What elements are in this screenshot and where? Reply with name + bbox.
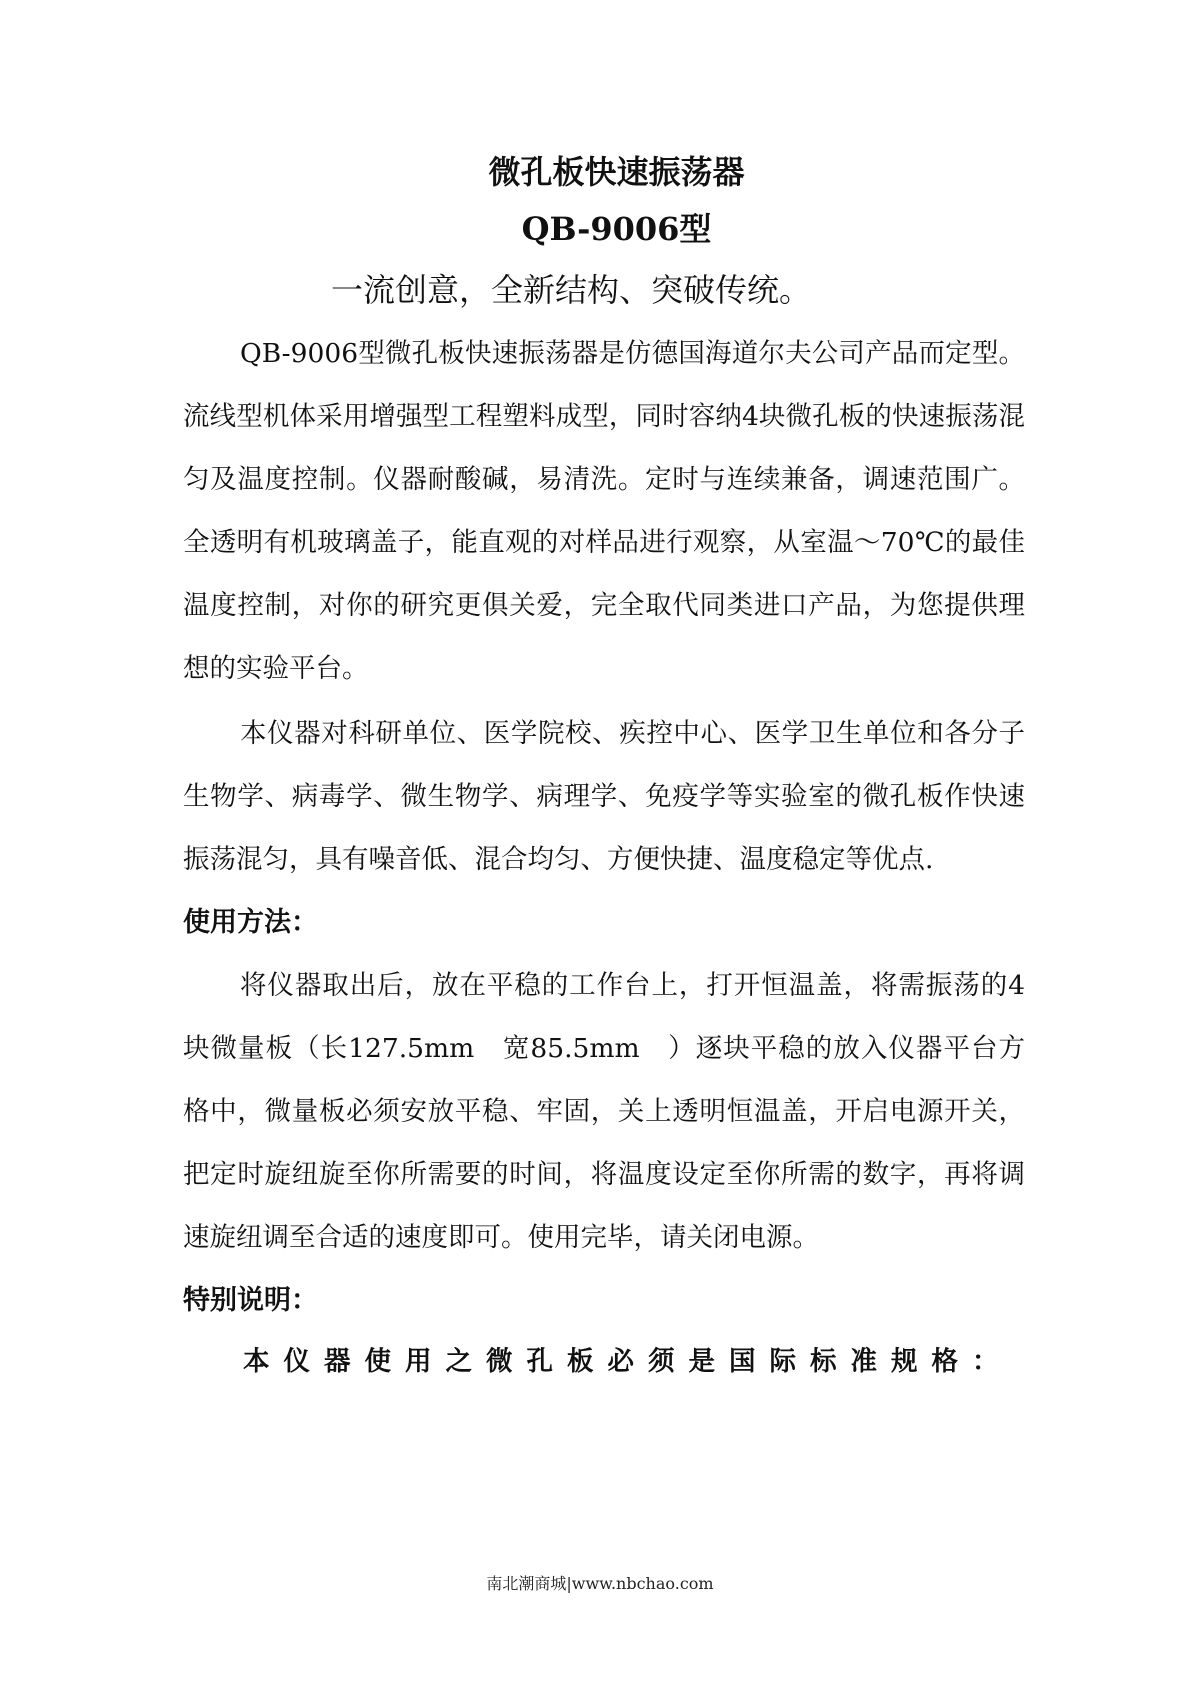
- usage-paragraph: 将仪器取出后，放在平稳的工作台上，打开恒温盖，将需振荡的4块微量板（长127.5mm 宽85.5mm ）逐块平稳的放入仪器平台方格中，微量板必须安放平稳、牢固，关上透明恒温盖，开启电源开关，把定时旋纽旋至你所需要的时间，将温度设定至你所需的数字，再将调速旋纽调至合适的速度即可。使用完毕，请关闭电源。: [183, 970, 1025, 1253]
- special-note-heading: 特别说明：: [183, 1285, 318, 1316]
- special-note-text: 本仪器使用之微孔板必须是国际标准规格：: [243, 1346, 1013, 1377]
- application-paragraph: 本仪器对科研单位、医学院校、疾控中心、医学卫生单位和各分子生物学、病毒学、微生物学、病理学、免疫学等实验室的微孔板作快速振荡混匀，具有噪音低、混合均匀、方便快捷、温度稳定等优点.: [183, 718, 1025, 875]
- document-title: 微孔板快速振荡器: [488, 153, 745, 191]
- document-body: [183, 148, 1025, 1392]
- intro-paragraph: QB-9006型微孔板快速振荡器是仿德国海道尔夫公司产品而定型。流线型机体采用增强型工程塑料成型，同时容纳4块微孔板的快速振荡混匀及温度控制。仪器耐酸碱，易清洗。定时与连续兼备，调速范围广。全透明有机玻璃盖子，能直观的对样品进行观察，从室温～70℃的最佳温度控制，对你的研究更俱关爱，完全取代同类进口产品，为您提供理想的实验平台。: [183, 338, 1025, 684]
- slogan: 一流创意，全新结构、突破传统。: [331, 271, 812, 309]
- footer-site-link[interactable]: 南北潮商城|www.nbchao.com: [486, 1574, 714, 1593]
- usage-heading: 使用方法：: [183, 907, 318, 938]
- model-number: QB-9006型: [521, 210, 712, 248]
